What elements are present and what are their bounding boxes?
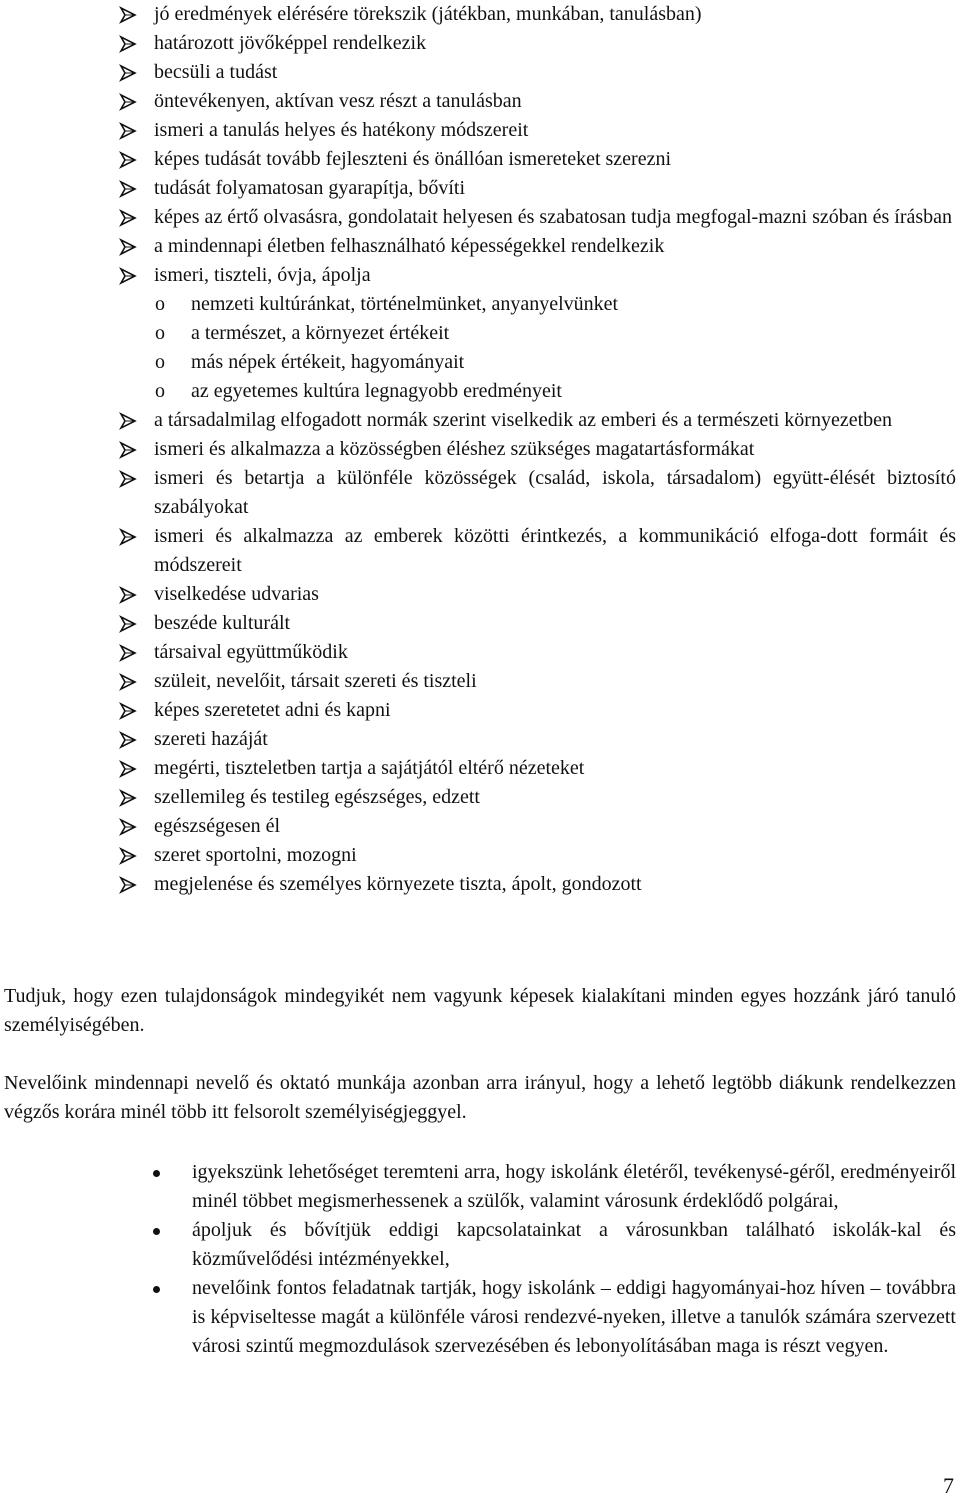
list-item-text: viselkedése udvarias (154, 583, 319, 605)
list-item (0, 609, 960, 638)
list-item-text: szellemileg és testileg egészséges, edzett (154, 786, 480, 808)
list-item-text: szüleit, nevelőit, társait szereti és tiszteli (154, 670, 477, 692)
list-item (0, 232, 960, 261)
list-item (0, 696, 960, 725)
list-item (0, 464, 960, 522)
list-item (0, 145, 960, 174)
arrowhead-bullet-icon (118, 638, 142, 667)
list-item-text: képes szeretetet adni és kapni (154, 699, 391, 721)
list-item (0, 1216, 960, 1274)
list-item-text: szereti hazáját (154, 728, 268, 750)
list-item-text: képes tudását tovább fejleszteni és önállóan ismereteket szerezni (154, 148, 672, 170)
list-item (0, 29, 960, 58)
list-item (0, 1274, 960, 1361)
round-bullet-icon (153, 1228, 160, 1235)
list-item (0, 638, 960, 667)
arrowhead-bullet-icon (118, 841, 142, 870)
arrowhead-bullet-icon (118, 87, 142, 116)
sub-list-item-text: más népek értékeit, hagyományait (191, 351, 465, 373)
list-item (0, 754, 960, 783)
paragraph-intro: Tudjuk, hogy ezen tulajdonságok mindegyikét nem vagyunk képesek kialakítani minden egyes hozzánk járó tanuló személyiségében. (4, 985, 956, 1036)
arrowhead-bullet-icon (118, 783, 142, 812)
list-item (0, 116, 960, 145)
sub-list-item (0, 290, 960, 319)
list-item (0, 0, 960, 29)
dot-list (0, 1158, 960, 1361)
circle-bullet-icon: o (155, 351, 165, 373)
circle-bullet-icon: o (155, 322, 165, 344)
list-item (0, 841, 960, 870)
arrowhead-bullet-icon (118, 667, 142, 696)
arrowhead-bullet-icon (118, 696, 142, 725)
arrowhead-bullet-icon (118, 435, 142, 464)
list-item-text: társaival együttműködik (154, 641, 348, 663)
arrowhead-bullet-icon (118, 609, 142, 638)
arrowhead-bullet-icon (118, 116, 142, 145)
list-item-text: ismeri és betartja a különféle közösségek (család, iskola, társadalom) együtt-élését biztosító szabályokat (154, 467, 956, 518)
sub-list-item (0, 319, 960, 348)
list-item (0, 174, 960, 203)
list-item-text: szeret sportolni, mozogni (154, 844, 357, 866)
arrowhead-bullet-icon (118, 0, 142, 29)
paragraph-goal: Nevelőink mindennapi nevelő és oktató munkája azonban arra irányul, hogy a lehető legtöbb diákunk rendelkezzen végzős korára minél több itt felsorolt személyiségjeggyel. (4, 1072, 956, 1123)
sub-list-item-text: nemzeti kultúránkat, történelmünket, anyanyelvünket (191, 293, 619, 315)
arrowhead-bullet-icon (118, 145, 142, 174)
list-item (0, 261, 960, 290)
list-item (0, 522, 960, 580)
arrowhead-bullet-icon (118, 870, 142, 899)
list-item (0, 812, 960, 841)
round-bullet-icon (153, 1286, 160, 1293)
page-number: 7 (943, 1473, 954, 1498)
list-item-text: nevelőink fontos feladatnak tartják, hogy iskolánk – eddigi hagyományai-hoz híven – továbbra is képviseltesse magát a különféle városi rendezvé-nyeken, illetve a tanulók számára szervezett városi szintű megmozdulások szervezésében és lebonyolításában maga is részt vegyen. (192, 1277, 956, 1357)
list-item-text: ismeri és alkalmazza az emberek közötti érintkezés, a kommunikáció elfoga-dott formáit és módszereit (154, 525, 956, 576)
list-item (0, 667, 960, 696)
sub-list (0, 290, 960, 406)
list-item-text: határozott jövőképpel rendelkezik (154, 32, 427, 54)
list-item-text: beszéde kulturált (154, 612, 291, 634)
list-item-text: ismeri a tanulás helyes és hatékony módszereit (154, 119, 529, 141)
round-bullet-icon (153, 1170, 160, 1177)
list-item-text: ismeri és alkalmazza a közösségben éléshez szükséges magatartásformákat (154, 438, 755, 460)
list-item (0, 203, 960, 232)
list-item (0, 58, 960, 87)
list-item-text: jó eredmények elérésére törekszik (játékban, munkában, tanulásban) (154, 3, 702, 25)
arrowhead-bullet-icon (118, 580, 142, 609)
list-item-text: igyekszünk lehetőséget teremteni arra, hogy iskolánk életéről, tevékenysé-géről, eredményeiről minél többet megismerhessenek a szülők, valamint városunk érdeklődő polgárai, (192, 1161, 956, 1212)
list-item-text: a mindennapi életben felhasználható képességekkel rendelkezik (154, 235, 665, 257)
list-item (0, 870, 960, 899)
arrowhead-bullet-icon (118, 232, 142, 261)
list-item-text: tudását folyamatosan gyarapítja, bővíti (154, 177, 466, 199)
circle-bullet-icon: o (155, 380, 165, 402)
arrowhead-bullet-icon (118, 261, 142, 290)
list-item (0, 1158, 960, 1216)
arrowhead-bullet-icon (118, 754, 142, 783)
list-item (0, 783, 960, 812)
circle-bullet-icon: o (155, 293, 165, 315)
list-item (0, 87, 960, 116)
list-item-text: megjelenése és személyes környezete tiszta, ápolt, gondozott (154, 873, 642, 895)
list-item-text: képes az értő olvasásra, gondolatait helyesen és szabatosan tudja megfogal-mazni szóban és írásban (154, 206, 953, 228)
sub-list-item (0, 377, 960, 406)
list-item-text: egészségesen él (154, 815, 281, 837)
list-item (0, 725, 960, 754)
list-item (0, 580, 960, 609)
arrowhead-bullet-icon (118, 812, 142, 841)
list-item-text: a társadalmilag elfogadott normák szerint viselkedik az emberi és a természeti környezetben (154, 409, 893, 431)
arrowhead-bullet-icon (118, 522, 142, 551)
arrowhead-bullet-icon (118, 58, 142, 87)
arrowhead-bullet-icon (118, 29, 142, 58)
list-item-text: ismeri, tiszteli, óvja, ápolja (154, 264, 371, 286)
list-item-text: becsüli a tudást (154, 61, 278, 83)
sub-list-item-text: az egyetemes kultúra legnagyobb eredményeit (191, 380, 562, 402)
arrowhead-bullet-icon (118, 464, 142, 493)
arrowhead-bullet-icon (118, 174, 142, 203)
arrowhead-bullet-icon (118, 203, 142, 232)
arrowhead-bullet-icon (118, 725, 142, 754)
list-item-text: ápoljuk és bővítjük eddigi kapcsolatainkat a városunkban található iskolák-kal és közművelődési intézményekkel, (192, 1219, 956, 1270)
sub-list-item (0, 348, 960, 377)
list-item (0, 406, 960, 435)
list-item-text: megérti, tiszteletben tartja a sajátjától eltérő nézeteket (154, 757, 585, 779)
list-item (0, 435, 960, 464)
arrowhead-bullet-icon (118, 406, 142, 435)
sub-list-item-text: a természet, a környezet értékeit (191, 322, 450, 344)
list-item-text: öntevékenyen, aktívan vesz részt a tanulásban (154, 90, 522, 112)
